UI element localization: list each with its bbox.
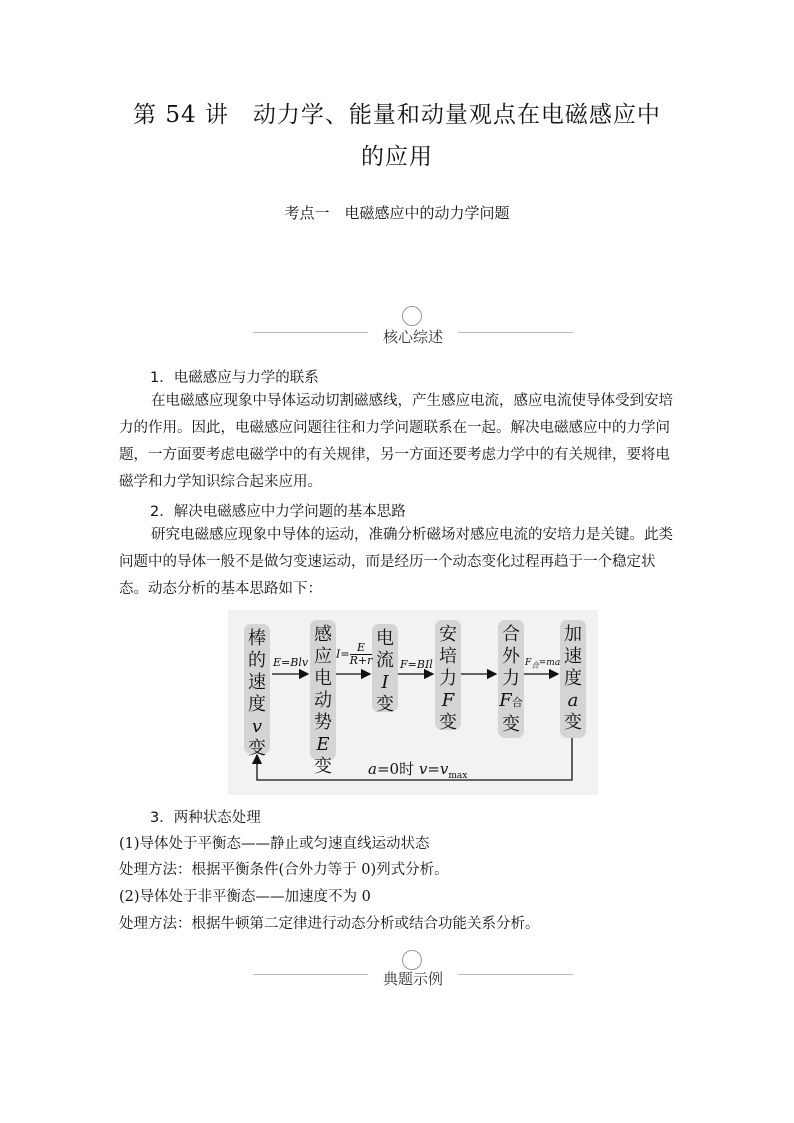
s3-item-3: (2)导体处于非平衡态——加速度不为 0: [119, 889, 371, 905]
leaf-emblem-icon: [402, 306, 422, 326]
velocity-box: 棒 的 速 度 v 变: [244, 624, 270, 754]
feedback-label: a=0时 $v=v_{max}$: [368, 760, 468, 781]
core-summary-label: 核心综述: [382, 328, 443, 346]
label-f-bil: F=BIl: [400, 658, 433, 671]
net-force-box: 合 外 力 F合 变: [498, 620, 524, 738]
example-label: 典题示例: [382, 970, 443, 988]
s3-item-1: (1)导体处于平衡态——静止或匀速直线运动状态: [119, 836, 430, 852]
label-e-blv: E=Blv: [273, 656, 309, 669]
section-subtitle: 考点一 电磁感应中的动力学问题: [284, 204, 510, 222]
page-title-line-1: 第 54 讲 动力学、能量和动量观点在电磁感应中: [133, 102, 661, 128]
dynamics-flow-diagram: [228, 610, 598, 795]
current-box: 电 流 I 变: [372, 624, 398, 712]
s3-item-2: 处理方法：根据平衡条件(合外力等于 0)列式分析。: [119, 862, 449, 878]
section-2-body: 研究电磁感应现象中导体的运动，准确分析磁场对感应电流的安培力是关键。此类问题中的导体一般不是做匀变速运动，而是经历一个动态变化过程再趋于一个稳定状态。动态分析的基本思路如下：: [119, 527, 673, 597]
label-f-ma: $F_合=ma$: [525, 658, 561, 670]
page-title-line-2: 的应用: [361, 144, 433, 170]
example-banner: [253, 958, 573, 986]
section-1-heading: 1．电磁感应与力学的联系: [150, 370, 319, 386]
section-2-heading: 2．解决电磁感应中力学问题的基本思路: [150, 504, 406, 520]
section-3-heading: 3．两种状态处理: [150, 810, 261, 826]
ampere-force-box: 安 培 力 F 变: [435, 620, 461, 730]
s3-item-4: 处理方法：根据牛顿第二定律进行动态分析或结合功能关系分析。: [119, 916, 540, 932]
label-ohm-law: I= $\frac{E}{R+r}$: [336, 641, 373, 667]
bulb-emblem-icon: [402, 950, 422, 970]
acceleration-box: 加 速 度 a 变: [560, 620, 586, 738]
emf-box: 感 应 电 动 势 E 变: [310, 620, 336, 760]
core-summary-banner: [253, 316, 573, 344]
section-1-body: 在电磁感应现象中导体运动切割磁感线，产生感应电流，感应电流使导体受到安培力的作用。因此，电磁感应问题往往和力学问题联系在一起。解决电磁感应中的力学问题，一方面要考虑电磁学中的有关规律，另一方面还要考虑力学中的有关规律，要将电磁学和力学知识综合起来应用。: [119, 393, 673, 490]
